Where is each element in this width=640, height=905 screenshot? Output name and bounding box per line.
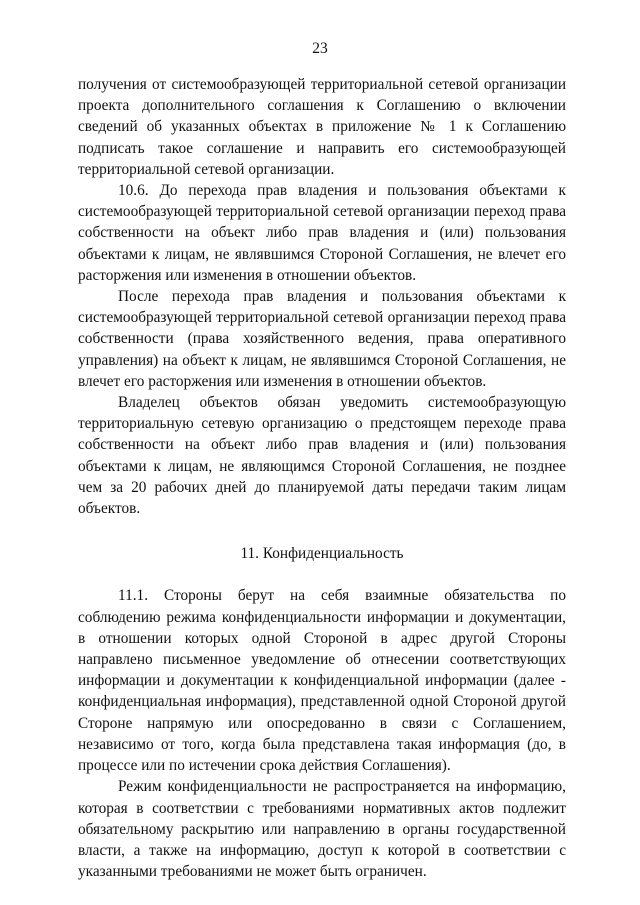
- paragraph-continuation: получения от системообразующей территориальной сетевой организации проекта дополнительного соглашения к Соглашению о включении сведений об указанных объектах в приложение № 1 к Соглашению подписать такое соглашение и направить его системообразующей территориальной сетевой организации.: [78, 76, 566, 178]
- page-number: 23: [312, 40, 328, 57]
- paragraph-10-6: 10.6. До перехода прав владения и пользования объектами к системообразующей территориальной сетевой организации переход права собственности на объект либо прав владения и (или) пользования объектами к лицам, не являвшимся Стороной Соглашения, не влечет его расторжения или изменения в отношении объектов.: [78, 182, 566, 284]
- paragraph-after-transfer: После перехода прав владения и пользования объектами к системообразующей территориальной сетевой организации переход права собственности (права хозяйственного ведения, права оперативного управления) на объект к лицам, не являвшимся Стороной Соглашения, не влечет его расторжения или изменения в отношении объектов.: [78, 288, 566, 390]
- paragraph-confidentiality-exception: Режим конфиденциальности не распространяется на информацию, которая в соответствии с требованиями нормативных актов подлежит обязательному раскрытию или направлению в органы государственной власти, а также на информацию, доступ к которой в соответствии с указанными требованиями не может быть ограничен.: [78, 778, 566, 881]
- document-body: [78, 74, 566, 882]
- section-heading: 11. Конфиденциальность: [240, 545, 404, 563]
- paragraph-owner-notice: Владелец объектов обязан уведомить системообразующую территориальную сетевую организацию о предстоящем переходе права собственности на объект либо прав владения и (или) пользования объектами к лицам, не являющимся Стороной Соглашения, не позднее чем за 20 рабочих дней до планируемой даты передачи таким лицам объектов.: [78, 394, 566, 518]
- paragraph-11-1: 11.1. Стороны берут на себя взаимные обязательства по соблюдению режима конфиденциальности информации и документации, в отношении которых одной Стороной в адрес другой Стороны направлено письменное уведомление об отнесении соответствующих информации и документации к конфиденциальной информации (далее - конфиденциальная информация), представленной одной Стороной другой Стороне напрямую или опосредованно в связи с Соглашением, независимо от того, когда была представлена такая информация (до, в процессе или по истечении срока действия Соглашения).: [78, 587, 566, 775]
